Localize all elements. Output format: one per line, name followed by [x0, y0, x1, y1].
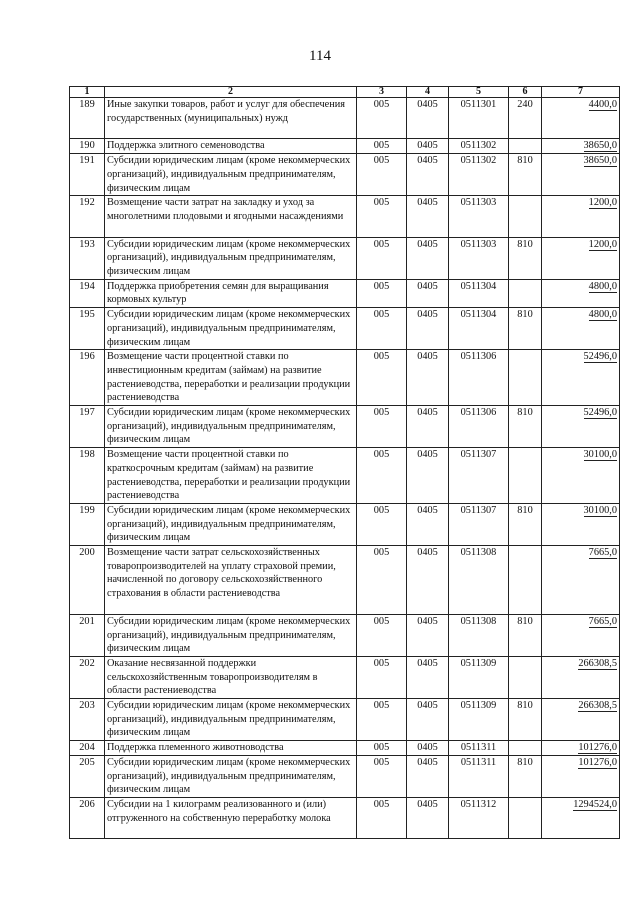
row-number: 189: [70, 98, 105, 139]
row-number: 191: [70, 154, 105, 196]
row-code-3: 005: [357, 308, 407, 350]
column-header: 7: [542, 87, 620, 98]
row-amount-cell: [542, 699, 620, 741]
row-code-5: 0511311: [449, 741, 509, 756]
table-row: [70, 503, 620, 545]
row-code-5: 0511309: [449, 656, 509, 698]
row-amount-cell: [542, 350, 620, 406]
row-code-3: 005: [357, 614, 407, 656]
row-code-6: [509, 350, 542, 406]
column-header: 2: [105, 87, 357, 98]
row-amount-cell: [542, 237, 620, 279]
row-code-3: 005: [357, 448, 407, 504]
row-name: Поддержка племенного животноводства: [105, 741, 357, 756]
row-amount-cell: [542, 798, 620, 839]
row-code-6: 810: [509, 699, 542, 741]
row-code-3: 005: [357, 798, 407, 839]
row-amount: 38650,0: [583, 140, 617, 152]
row-number: 201: [70, 614, 105, 656]
page-number: 114: [309, 48, 331, 64]
table-row: [70, 741, 620, 756]
table-row: [70, 139, 620, 154]
row-code-5: 0511311: [449, 755, 509, 797]
row-amount-cell: [542, 196, 620, 237]
row-amount: 101276,0: [578, 756, 617, 768]
row-name: Возмещение части затрат на закладку и уход за многолетними плодовыми и ягодными насаждениями: [105, 196, 357, 237]
column-header: 4: [407, 87, 449, 98]
header-row: [70, 87, 620, 98]
column-header: 1: [70, 87, 105, 98]
row-amount: 266308,5: [578, 657, 617, 669]
row-name: Субсидии юридическим лицам (кроме некоммерческих организаций), индивидуальным предпринимателям, физическим лицам: [105, 614, 357, 656]
budget-table: [69, 86, 620, 839]
row-amount-cell: [542, 503, 620, 545]
row-amount: 30100,0: [583, 504, 617, 516]
row-amount-cell: [542, 546, 620, 615]
row-code-5: 0511303: [449, 237, 509, 279]
row-amount-cell: [542, 406, 620, 448]
row-name: Субсидии на 1 килограмм реализованного и (или) отгруженного на собственную переработку молока: [105, 798, 357, 839]
row-amount: 38650,0: [583, 155, 617, 167]
row-amount-cell: [542, 741, 620, 756]
table-row: [70, 406, 620, 448]
table-row: [70, 614, 620, 656]
row-code-4: 0405: [407, 448, 449, 504]
row-code-5: 0511301: [449, 98, 509, 139]
row-code-6: 810: [509, 503, 542, 545]
row-code-6: [509, 656, 542, 698]
row-code-3: 005: [357, 656, 407, 698]
table-row: [70, 755, 620, 797]
row-code-4: 0405: [407, 798, 449, 839]
row-code-3: 005: [357, 98, 407, 139]
row-number: 194: [70, 279, 105, 307]
row-amount: 266308,5: [578, 700, 617, 712]
row-code-6: [509, 139, 542, 154]
row-code-6: [509, 798, 542, 839]
row-code-6: [509, 279, 542, 307]
row-amount: 7665,0: [588, 547, 617, 559]
table-row: [70, 656, 620, 698]
row-code-4: 0405: [407, 699, 449, 741]
row-number: 200: [70, 546, 105, 615]
table-row: [70, 237, 620, 279]
row-code-4: 0405: [407, 755, 449, 797]
row-number: 205: [70, 755, 105, 797]
row-code-6: 810: [509, 154, 542, 196]
row-number: 199: [70, 503, 105, 545]
column-header: 6: [509, 87, 542, 98]
row-code-6: 810: [509, 237, 542, 279]
row-amount: 52496,0: [583, 351, 617, 363]
row-code-3: 005: [357, 741, 407, 756]
row-amount: 1294524,0: [573, 799, 617, 810]
row-number: 206: [70, 798, 105, 839]
row-code-5: 0511306: [449, 406, 509, 448]
row-name: Поддержка приобретения семян для выращивания кормовых культур: [105, 279, 357, 307]
row-number: 196: [70, 350, 105, 406]
row-code-6: 240: [509, 98, 542, 139]
row-code-6: [509, 546, 542, 615]
row-code-5: 0511312: [449, 798, 509, 839]
row-code-4: 0405: [407, 98, 449, 139]
row-code-5: 0511303: [449, 196, 509, 237]
table-row: [70, 546, 620, 615]
row-code-3: 005: [357, 139, 407, 154]
row-name: Субсидии юридическим лицам (кроме некоммерческих организаций), индивидуальным предпринимателям, физическим лицам: [105, 308, 357, 350]
row-name: Субсидии юридическим лицам (кроме некоммерческих организаций), индивидуальным предпринимателям, физическим лицам: [105, 237, 357, 279]
table-row: [70, 350, 620, 406]
row-amount-cell: [542, 755, 620, 797]
row-amount: 52496,0: [583, 407, 617, 419]
row-amount-cell: [542, 154, 620, 196]
row-code-3: 005: [357, 196, 407, 237]
row-code-5: 0511308: [449, 614, 509, 656]
row-code-6: [509, 448, 542, 504]
row-name: Субсидии юридическим лицам (кроме некоммерческих организаций), индивидуальным предпринимателям, физическим лицам: [105, 699, 357, 741]
row-code-5: 0511304: [449, 308, 509, 350]
row-code-4: 0405: [407, 656, 449, 698]
table-row: [70, 699, 620, 741]
row-amount: 7665,0: [588, 615, 617, 627]
row-code-5: 0511307: [449, 448, 509, 504]
row-amount-cell: [542, 139, 620, 154]
row-code-4: 0405: [407, 237, 449, 279]
row-number: 204: [70, 741, 105, 756]
row-code-3: 005: [357, 755, 407, 797]
row-code-4: 0405: [407, 139, 449, 154]
row-amount: 30100,0: [583, 449, 617, 461]
row-number: 198: [70, 448, 105, 504]
row-code-5: 0511304: [449, 279, 509, 307]
column-header: 3: [357, 87, 407, 98]
row-name: Субсидии юридическим лицам (кроме некоммерческих организаций), индивидуальным предпринимателям, физическим лицам: [105, 154, 357, 196]
row-code-6: 810: [509, 614, 542, 656]
row-code-5: 0511302: [449, 154, 509, 196]
row-number: 202: [70, 656, 105, 698]
row-code-6: 810: [509, 308, 542, 350]
row-code-6: 810: [509, 406, 542, 448]
table-row: [70, 154, 620, 196]
row-code-3: 005: [357, 699, 407, 741]
row-name: Поддержка элитного семеноводства: [105, 139, 357, 154]
row-number: 192: [70, 196, 105, 237]
row-amount-cell: [542, 614, 620, 656]
row-code-4: 0405: [407, 279, 449, 307]
row-code-3: 005: [357, 154, 407, 196]
row-name: Субсидии юридическим лицам (кроме некоммерческих организаций), индивидуальным предпринимателям, физическим лицам: [105, 503, 357, 545]
row-name: Возмещение части процентной ставки по краткосрочным кредитам (займам) на развитие растениеводства, переработки и реализации продукции растениеводства: [105, 448, 357, 504]
row-name: Субсидии юридическим лицам (кроме некоммерческих организаций), индивидуальным предпринимателям, физическим лицам: [105, 406, 357, 448]
row-amount: 101276,0: [578, 742, 617, 754]
row-amount-cell: [542, 656, 620, 698]
table-row: [70, 98, 620, 139]
row-code-3: 005: [357, 350, 407, 406]
row-code-5: 0511308: [449, 546, 509, 615]
row-number: 190: [70, 139, 105, 154]
row-code-4: 0405: [407, 614, 449, 656]
row-code-3: 005: [357, 546, 407, 615]
row-code-4: 0405: [407, 196, 449, 237]
row-code-6: [509, 196, 542, 237]
row-code-4: 0405: [407, 154, 449, 196]
table-row: [70, 448, 620, 504]
row-name: Оказание несвязанной поддержки сельскохозяйственным товаропроизводителям в области растениеводства: [105, 656, 357, 698]
row-code-4: 0405: [407, 546, 449, 615]
row-amount: 1200,0: [588, 238, 617, 250]
row-code-3: 005: [357, 279, 407, 307]
table-row: [70, 308, 620, 350]
row-name: Иные закупки товаров, работ и услуг для обеспечения государственных (муниципальных) нужд: [105, 98, 357, 139]
row-name: Возмещение части затрат сельскохозяйственных товаропроизводителей на уплату страховой премии, начисленной по договору сельскохозяйственного страхования в области растениеводства: [105, 546, 357, 615]
row-code-5: 0511302: [449, 139, 509, 154]
row-code-3: 005: [357, 406, 407, 448]
table-row: [70, 279, 620, 307]
row-code-3: 005: [357, 503, 407, 545]
row-amount: 4800,0: [588, 280, 617, 292]
row-number: 193: [70, 237, 105, 279]
row-name: Субсидии юридическим лицам (кроме некоммерческих организаций), индивидуальным предпринимателям, физическим лицам: [105, 755, 357, 797]
row-code-6: [509, 741, 542, 756]
row-code-3: 005: [357, 237, 407, 279]
row-amount: 4400,0: [588, 99, 617, 110]
row-number: 195: [70, 308, 105, 350]
table-row: [70, 798, 620, 839]
row-code-5: 0511309: [449, 699, 509, 741]
row-amount-cell: [542, 448, 620, 504]
row-code-4: 0405: [407, 503, 449, 545]
row-amount: 4800,0: [588, 309, 617, 321]
row-number: 197: [70, 406, 105, 448]
row-code-4: 0405: [407, 741, 449, 756]
row-code-6: 810: [509, 755, 542, 797]
table-row: [70, 196, 620, 237]
row-code-5: 0511307: [449, 503, 509, 545]
row-number: 203: [70, 699, 105, 741]
row-name: Возмещение части процентной ставки по инвестиционным кредитам (займам) на развитие растениеводства, переработки и реализации продукции растениеводства: [105, 350, 357, 406]
row-amount-cell: [542, 308, 620, 350]
row-amount-cell: [542, 279, 620, 307]
column-header: 5: [449, 87, 509, 98]
row-code-5: 0511306: [449, 350, 509, 406]
row-code-4: 0405: [407, 308, 449, 350]
row-amount: 1200,0: [588, 197, 617, 209]
row-amount-cell: [542, 98, 620, 139]
row-code-4: 0405: [407, 406, 449, 448]
row-code-4: 0405: [407, 350, 449, 406]
